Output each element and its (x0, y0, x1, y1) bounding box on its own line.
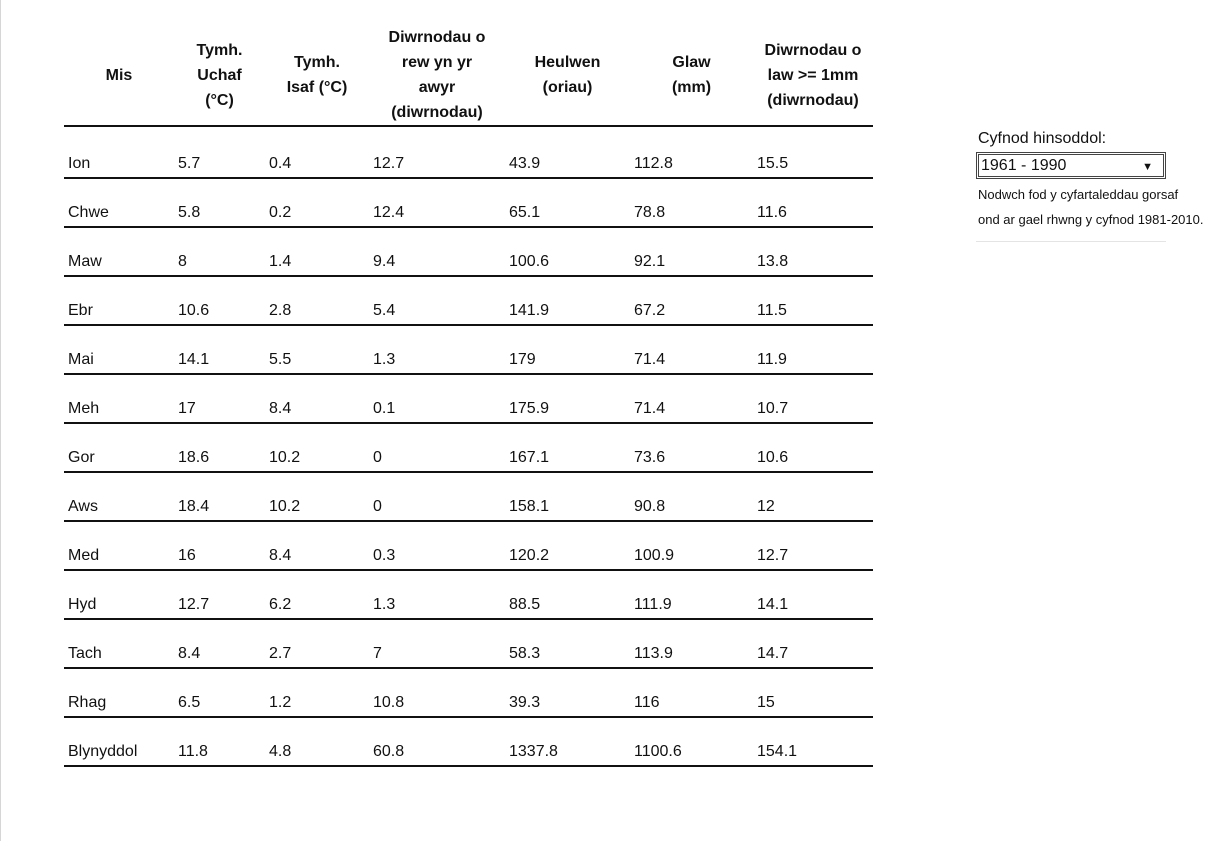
rainfall-cell: 71.4 (630, 374, 753, 423)
rain-days-cell: 10.6 (753, 423, 873, 472)
month-cell: Blynyddol (64, 717, 174, 766)
rainfall-cell: 116 (630, 668, 753, 717)
max-temp-cell: 10.6 (174, 276, 265, 325)
rain-days-cell: 154.1 (753, 717, 873, 766)
max-temp-cell: 17 (174, 374, 265, 423)
air-frost-cell: 0 (369, 472, 505, 521)
table-row (64, 227, 873, 276)
table-row (64, 423, 873, 472)
max-temp-cell: 18.6 (174, 423, 265, 472)
table-row (64, 521, 873, 570)
period-note (978, 182, 1216, 232)
min-temp-cell: 8.4 (265, 374, 369, 423)
rainfall-cell: 1100.6 (630, 717, 753, 766)
max-temp-cell: 5.8 (174, 178, 265, 227)
air-frost-cell: 0.3 (369, 521, 505, 570)
rainfall-cell: 112.8 (630, 126, 753, 178)
table-row (64, 717, 873, 766)
sunshine-cell: 65.1 (505, 178, 630, 227)
table-row (64, 276, 873, 325)
sunshine-cell: 167.1 (505, 423, 630, 472)
rain-days-cell: 10.7 (753, 374, 873, 423)
header-min-temp: Tymh. Isaf (°C) (265, 25, 369, 126)
sunshine-cell: 88.5 (505, 570, 630, 619)
air-frost-cell: 1.3 (369, 570, 505, 619)
air-frost-cell: 60.8 (369, 717, 505, 766)
rain-days-cell: 11.5 (753, 276, 873, 325)
period-select[interactable] (976, 152, 1166, 179)
max-temp-cell: 18.4 (174, 472, 265, 521)
sunshine-cell: 39.3 (505, 668, 630, 717)
min-temp-cell: 8.4 (265, 521, 369, 570)
table-header-row (64, 25, 873, 126)
header-rainfall: Glaw (mm) (630, 25, 753, 126)
chevron-down-icon: ▼ (1142, 161, 1153, 173)
rain-days-cell: 15.5 (753, 126, 873, 178)
header-month: Mis (64, 25, 174, 126)
table-row (64, 126, 873, 178)
air-frost-cell: 10.8 (369, 668, 505, 717)
sunshine-cell: 179 (505, 325, 630, 374)
header-max-temp: Tymh. Uchaf (°C) (174, 25, 265, 126)
page-left-border (0, 0, 1, 841)
sunshine-cell: 1337.8 (505, 717, 630, 766)
sunshine-cell: 58.3 (505, 619, 630, 668)
month-cell: Ebr (64, 276, 174, 325)
min-temp-cell: 6.2 (265, 570, 369, 619)
rain-days-cell: 12 (753, 472, 873, 521)
table-row (64, 325, 873, 374)
rainfall-cell: 111.9 (630, 570, 753, 619)
rain-days-cell: 11.6 (753, 178, 873, 227)
min-temp-cell: 10.2 (265, 423, 369, 472)
rainfall-cell: 113.9 (630, 619, 753, 668)
table-row (64, 570, 873, 619)
month-cell: Med (64, 521, 174, 570)
sunshine-cell: 141.9 (505, 276, 630, 325)
min-temp-cell: 2.7 (265, 619, 369, 668)
sunshine-cell: 175.9 (505, 374, 630, 423)
rainfall-cell: 92.1 (630, 227, 753, 276)
rainfall-cell: 100.9 (630, 521, 753, 570)
rainfall-cell: 71.4 (630, 325, 753, 374)
header-air-frost-days: Diwrnodau o rew yn yr awyr (diwrnodau) (369, 25, 505, 126)
air-frost-cell: 0.1 (369, 374, 505, 423)
month-cell: Chwe (64, 178, 174, 227)
sidebar-divider (976, 241, 1166, 242)
table-row (64, 472, 873, 521)
month-cell: Ion (64, 126, 174, 178)
month-cell: Tach (64, 619, 174, 668)
air-frost-cell: 7 (369, 619, 505, 668)
air-frost-cell: 12.7 (369, 126, 505, 178)
month-cell: Maw (64, 227, 174, 276)
table-row (64, 668, 873, 717)
period-select-value: 1961 - 1990 (981, 157, 1067, 174)
header-sunshine: Heulwen (oriau) (505, 25, 630, 126)
month-cell: Rhag (64, 668, 174, 717)
month-cell: Hyd (64, 570, 174, 619)
max-temp-cell: 12.7 (174, 570, 265, 619)
air-frost-cell: 1.3 (369, 325, 505, 374)
max-temp-cell: 8 (174, 227, 265, 276)
climate-table (64, 25, 873, 767)
rain-days-cell: 14.7 (753, 619, 873, 668)
header-rain-days: Diwrnodau o law >= 1mm (diwrnodau) (753, 25, 873, 126)
air-frost-cell: 0 (369, 423, 505, 472)
sunshine-cell: 158.1 (505, 472, 630, 521)
sunshine-cell: 43.9 (505, 126, 630, 178)
month-cell: Meh (64, 374, 174, 423)
rain-days-cell: 11.9 (753, 325, 873, 374)
rain-days-cell: 15 (753, 668, 873, 717)
month-cell: Mai (64, 325, 174, 374)
max-temp-cell: 16 (174, 521, 265, 570)
air-frost-cell: 9.4 (369, 227, 505, 276)
max-temp-cell: 8.4 (174, 619, 265, 668)
table-row (64, 178, 873, 227)
month-cell: Gor (64, 423, 174, 472)
rainfall-cell: 67.2 (630, 276, 753, 325)
min-temp-cell: 2.8 (265, 276, 369, 325)
rain-days-cell: 12.7 (753, 521, 873, 570)
sidebar (976, 128, 1216, 242)
min-temp-cell: 10.2 (265, 472, 369, 521)
max-temp-cell: 6.5 (174, 668, 265, 717)
period-label: Cyfnod hinsoddol: (978, 130, 1107, 147)
rain-days-cell: 13.8 (753, 227, 873, 276)
rainfall-cell: 78.8 (630, 178, 753, 227)
rain-days-cell: 14.1 (753, 570, 873, 619)
table-row (64, 374, 873, 423)
month-cell: Aws (64, 472, 174, 521)
sunshine-cell: 100.6 (505, 227, 630, 276)
rainfall-cell: 73.6 (630, 423, 753, 472)
rainfall-cell: 90.8 (630, 472, 753, 521)
max-temp-cell: 5.7 (174, 126, 265, 178)
table-body (64, 126, 873, 766)
period-note-line: Nodwch fod y cyfartaleddau gorsaf (978, 187, 1179, 202)
sunshine-cell: 120.2 (505, 521, 630, 570)
air-frost-cell: 5.4 (369, 276, 505, 325)
min-temp-cell: 5.5 (265, 325, 369, 374)
min-temp-cell: 0.2 (265, 178, 369, 227)
min-temp-cell: 1.2 (265, 668, 369, 717)
min-temp-cell: 0.4 (265, 126, 369, 178)
min-temp-cell: 1.4 (265, 227, 369, 276)
max-temp-cell: 14.1 (174, 325, 265, 374)
air-frost-cell: 12.4 (369, 178, 505, 227)
max-temp-cell: 11.8 (174, 717, 265, 766)
min-temp-cell: 4.8 (265, 717, 369, 766)
period-note-line: ond ar gael rhwng y cyfnod 1981-2010. (978, 212, 1204, 227)
table-row (64, 619, 873, 668)
